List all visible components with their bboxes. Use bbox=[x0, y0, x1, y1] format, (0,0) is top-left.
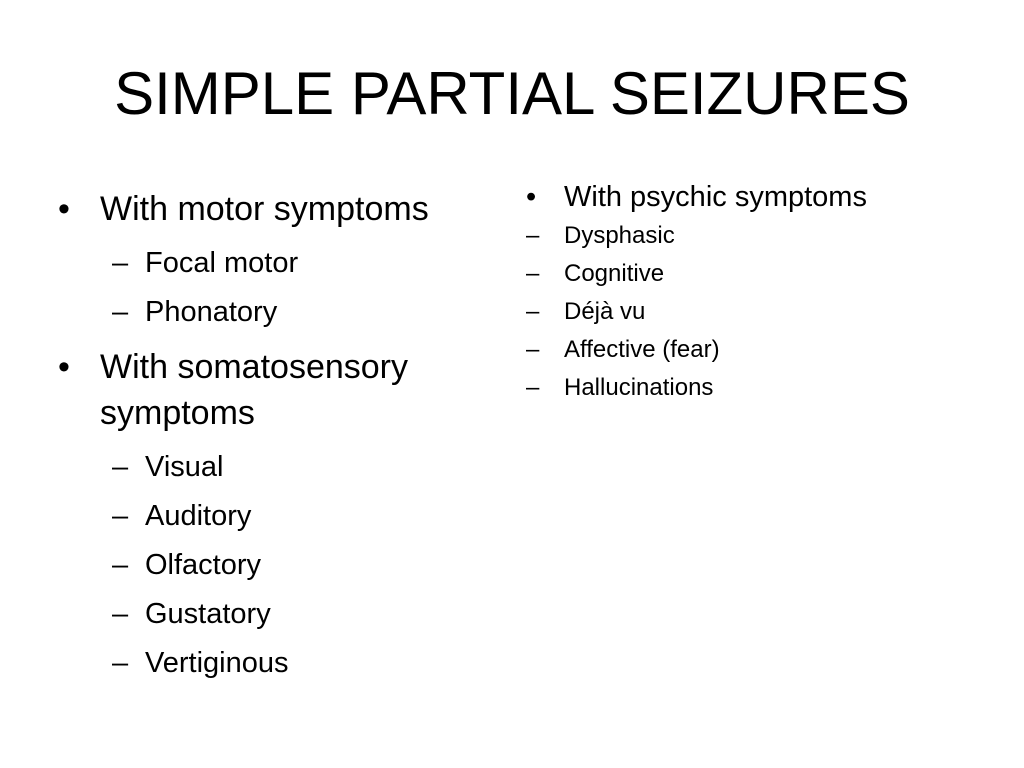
sub-item-label: Visual bbox=[145, 451, 224, 483]
sub-item-label: Auditory bbox=[145, 500, 252, 532]
dash-icon: – bbox=[112, 247, 129, 279]
sub-item-label: Olfactory bbox=[145, 549, 262, 581]
slide-title: SIMPLE PARTIAL SEIZURES bbox=[114, 60, 910, 127]
sub-item bbox=[56, 644, 506, 683]
bullet-icon: • bbox=[58, 190, 70, 228]
sub-item bbox=[520, 369, 1000, 407]
bullet-label: With somatosensory symptoms bbox=[100, 348, 408, 432]
dash-icon: – bbox=[112, 598, 129, 630]
sub-item bbox=[520, 293, 1000, 331]
sub-item bbox=[56, 293, 506, 332]
bullet-item-psychic bbox=[520, 177, 1000, 217]
dash-icon: – bbox=[526, 222, 540, 249]
bullet-icon: • bbox=[58, 348, 70, 386]
right-column bbox=[520, 177, 1000, 407]
dash-icon: – bbox=[112, 451, 129, 483]
dash-icon: – bbox=[526, 298, 540, 325]
dash-icon: – bbox=[112, 647, 129, 679]
sub-item bbox=[56, 595, 506, 634]
sub-item-label: Hallucinations bbox=[564, 374, 714, 401]
sub-item-label: Vertiginous bbox=[145, 647, 289, 679]
sub-item-label: Cognitive bbox=[564, 260, 665, 287]
sub-item bbox=[520, 331, 1000, 369]
sub-item-label: Phonatory bbox=[145, 296, 278, 328]
sub-item bbox=[520, 255, 1000, 293]
sub-item-label: Focal motor bbox=[145, 247, 299, 279]
bullet-item-somatosensory bbox=[56, 344, 506, 436]
left-column bbox=[56, 186, 506, 683]
bullet-item-motor bbox=[56, 186, 506, 232]
dash-icon: – bbox=[526, 260, 540, 287]
bullet-label: With psychic symptoms bbox=[564, 181, 867, 213]
dash-icon: – bbox=[112, 549, 129, 581]
sub-item bbox=[56, 497, 506, 536]
sub-item-label: Déjà vu bbox=[564, 298, 646, 325]
sub-item bbox=[56, 244, 506, 283]
sub-item-label: Gustatory bbox=[145, 598, 271, 630]
bullet-icon: • bbox=[526, 181, 537, 213]
dash-icon: – bbox=[112, 500, 129, 532]
dash-icon: – bbox=[526, 336, 540, 363]
bullet-label: With motor symptoms bbox=[100, 190, 429, 228]
dash-icon: – bbox=[526, 374, 540, 401]
dash-icon: – bbox=[112, 296, 129, 328]
sub-item bbox=[56, 546, 506, 585]
sub-item bbox=[520, 217, 1000, 255]
sub-item-label: Affective (fear) bbox=[564, 336, 720, 363]
sub-item bbox=[56, 448, 506, 487]
sub-item-label: Dysphasic bbox=[564, 222, 675, 249]
